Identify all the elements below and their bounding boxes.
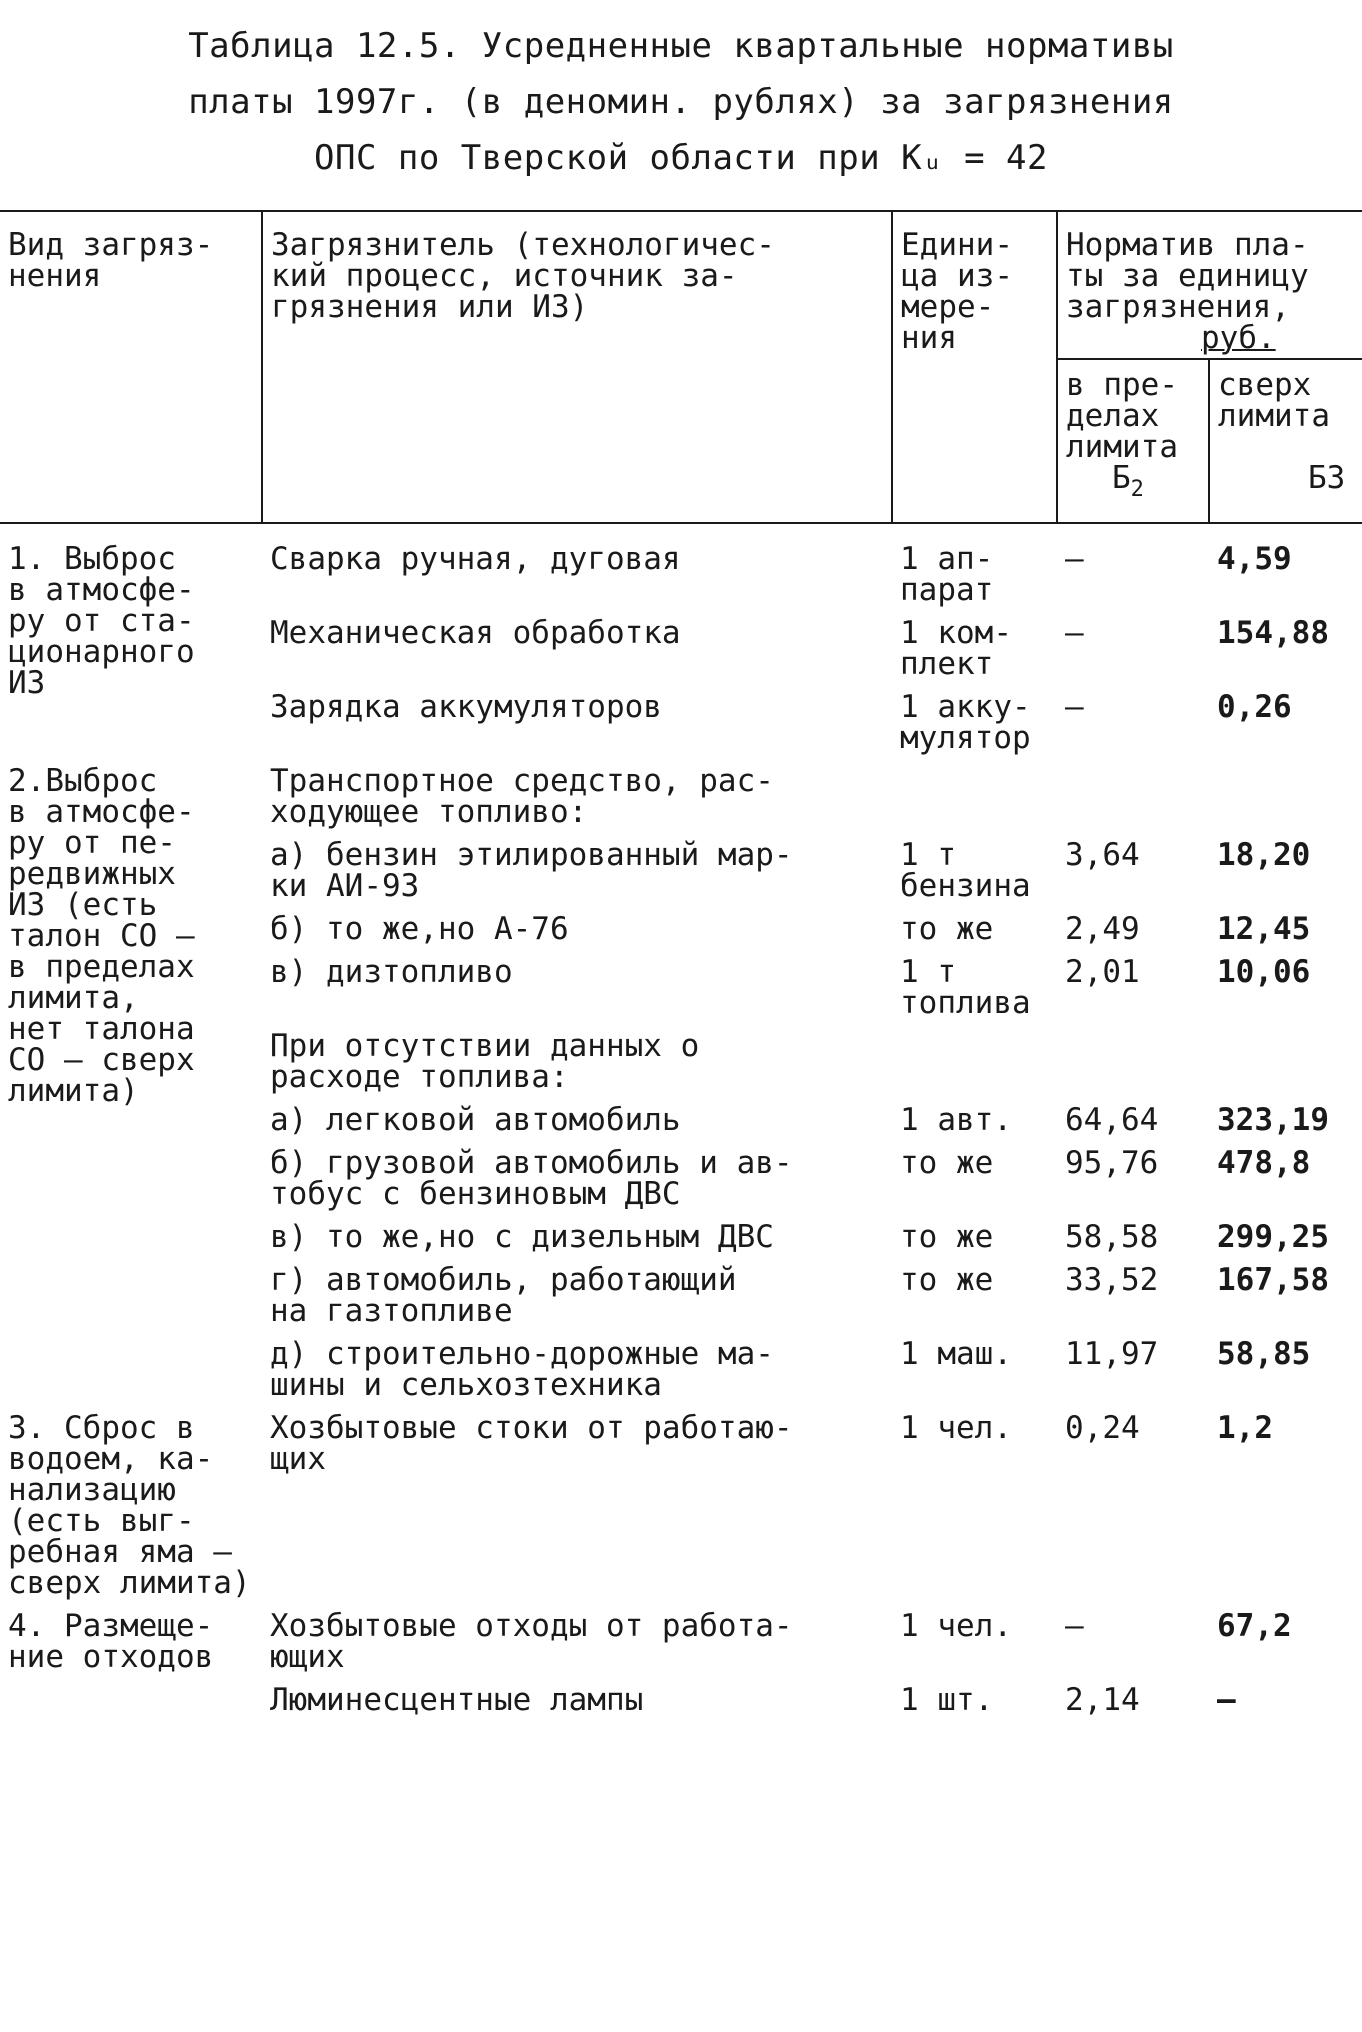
payment-norms-table bbox=[0, 210, 1362, 1722]
cell-over-limit: 10,06 bbox=[1217, 954, 1311, 990]
cell-over-limit: 154,88 bbox=[1217, 615, 1329, 651]
cell-pollution-type: 4. Размеще- ние отходов bbox=[8, 1608, 214, 1675]
header-unit: Едини- ца из- мере- ния bbox=[892, 211, 1057, 523]
cell-unit: 1 ком- плект bbox=[900, 615, 1012, 682]
table-row bbox=[0, 1605, 1362, 1679]
cell-within-limit bbox=[1057, 1025, 1209, 1099]
header-over-limit-symbol: Б3 bbox=[1308, 460, 1346, 496]
cell-pollutant: г) автомобиль, работающий на газтопливе bbox=[270, 1262, 737, 1329]
header-pollutant: Загрязнитель (технологичес- кий процесс, источник за- грязнения или ИЗ) bbox=[262, 211, 892, 523]
cell-pollutant: Хозбытовые стоки от работаю- щих bbox=[270, 1410, 793, 1477]
header-within-limit bbox=[1057, 359, 1209, 523]
header-norm-currency: руб. bbox=[1201, 320, 1276, 356]
cell-unit: 1 авт. bbox=[900, 1102, 1012, 1138]
cell-pollutant: Люминесцентные лампы bbox=[270, 1682, 644, 1718]
table-row bbox=[0, 760, 1362, 834]
cell-unit: 1 маш. bbox=[900, 1336, 1012, 1372]
header-over-limit-text: сверх лимита bbox=[1218, 367, 1330, 434]
table-body bbox=[0, 523, 1362, 1722]
cell-over-limit: – bbox=[1217, 1682, 1236, 1718]
cell-pollution-type: 1. Выброс в атмосфе- ру от ста- ционарного ИЗ bbox=[8, 541, 195, 701]
cell-within-limit: 2,01 bbox=[1065, 954, 1140, 990]
cell-within-limit: 0,24 bbox=[1065, 1410, 1140, 1446]
cell-pollutant: Хозбытовые отходы от работа- ющих bbox=[270, 1608, 793, 1675]
cell-within-limit: 33,52 bbox=[1065, 1262, 1159, 1298]
cell-within-limit: 2,14 bbox=[1065, 1682, 1140, 1718]
cell-pollutant: Сварка ручная, дуговая bbox=[270, 541, 681, 577]
header-norm bbox=[1057, 211, 1362, 359]
caption-line-2: платы 1997г. (в деномин. рублях) за загрязнения bbox=[188, 82, 1174, 122]
cell-within-limit: 64,64 bbox=[1065, 1102, 1159, 1138]
cell-unit: то же bbox=[900, 1145, 994, 1181]
cell-pollutant: б) то же,но А-76 bbox=[270, 911, 569, 947]
cell-over-limit: 478,8 bbox=[1217, 1145, 1311, 1181]
cell-within-limit bbox=[1057, 760, 1209, 834]
caption-line-3: ОПС по Тверской области при Кᵤ = 42 bbox=[314, 138, 1048, 178]
cell-pollutant: а) бензин этилированный мар- ки АИ-93 bbox=[270, 837, 793, 904]
cell-over-limit: 167,58 bbox=[1217, 1262, 1329, 1298]
cell-unit: то же bbox=[900, 911, 994, 947]
cell-within-limit: – bbox=[1065, 541, 1084, 577]
cell-unit: то же bbox=[900, 1219, 994, 1255]
cell-within-limit: – bbox=[1065, 1608, 1084, 1644]
cell-over-limit: 12,45 bbox=[1217, 911, 1311, 947]
cell-within-limit: – bbox=[1065, 689, 1084, 725]
cell-unit: 1 ап- парат bbox=[900, 541, 994, 608]
cell-within-limit: 2,49 bbox=[1065, 911, 1140, 947]
cell-within-limit: 11,97 bbox=[1065, 1336, 1159, 1372]
cell-over-limit: 0,26 bbox=[1217, 689, 1292, 725]
cell-unit: 1 т бензина bbox=[900, 837, 1031, 904]
cell-unit: 1 чел. bbox=[900, 1608, 1012, 1644]
cell-within-limit: 58,58 bbox=[1065, 1219, 1159, 1255]
table-row bbox=[0, 523, 1362, 612]
cell-over-limit: 1,2 bbox=[1217, 1410, 1273, 1446]
cell-pollutant: Зарядка аккумуляторов bbox=[270, 689, 662, 725]
cell-over-limit: 4,59 bbox=[1217, 541, 1292, 577]
cell-over-limit: 58,85 bbox=[1217, 1336, 1311, 1372]
cell-pollutant: б) грузовой автомобиль и ав- тобус с бензиновым ДВС bbox=[270, 1145, 793, 1212]
table-caption bbox=[0, 18, 1362, 186]
cell-unit: 1 акку- мулятор bbox=[900, 689, 1031, 756]
header-within-limit-symbol: Б bbox=[1112, 460, 1131, 496]
cell-over-limit bbox=[1209, 760, 1362, 834]
table-row bbox=[0, 1407, 1362, 1605]
cell-unit: 1 чел. bbox=[900, 1410, 1012, 1446]
cell-unit: 1 шт. bbox=[900, 1682, 994, 1718]
cell-pollutant: При отсутствии данных о расходе топлива: bbox=[270, 1028, 700, 1095]
cell-within-limit: 3,64 bbox=[1065, 837, 1140, 873]
cell-over-limit: 323,19 bbox=[1217, 1102, 1329, 1138]
cell-pollutant: в) то же,но с дизельным ДВС bbox=[270, 1219, 774, 1255]
header-pollution-type: Вид загряз- нения bbox=[0, 211, 262, 523]
cell-pollutant: а) легковой автомобиль bbox=[270, 1102, 681, 1138]
cell-over-limit: 67,2 bbox=[1217, 1608, 1292, 1644]
cell-within-limit: – bbox=[1065, 615, 1084, 651]
cell-over-limit: 299,25 bbox=[1217, 1219, 1329, 1255]
table-header bbox=[0, 211, 1362, 523]
cell-unit: 1 т топлива bbox=[900, 954, 1031, 1021]
cell-over-limit: 18,20 bbox=[1217, 837, 1311, 873]
cell-within-limit: 95,76 bbox=[1065, 1145, 1159, 1181]
header-within-limit-subscript: 2 bbox=[1130, 477, 1144, 502]
header-over-limit bbox=[1209, 359, 1362, 523]
cell-pollution-type: 2.Выброс в атмосфе- ру от пе- редвижных ИЗ (есть талон СО – в пределах лимита, нет талона СО – сверх лимита) bbox=[8, 763, 195, 1109]
cell-pollutant: в) дизтопливо bbox=[270, 954, 513, 990]
caption-line-1: Таблица 12.5. Усредненные квартальные нормативы bbox=[188, 26, 1174, 66]
header-norm-text: Норматив пла- ты за единицу загрязнения, bbox=[1066, 227, 1309, 325]
cell-pollutant: Механическая обработка bbox=[270, 615, 681, 651]
cell-unit: то же bbox=[900, 1262, 994, 1298]
cell-unit bbox=[892, 760, 1057, 834]
header-within-limit-text: в пре- делах лимита bbox=[1066, 367, 1178, 465]
cell-pollution-type: 3. Сброс в водоем, ка- нализацию (есть выг- ребная яма – сверх лимита) bbox=[8, 1410, 251, 1601]
cell-pollutant: Транспортное средство, рас- ходующее топливо: bbox=[270, 763, 774, 830]
cell-pollutant: д) строительно-дорожные ма- шины и сельхозтехника bbox=[270, 1336, 774, 1403]
cell-over-limit bbox=[1209, 1025, 1362, 1099]
cell-unit bbox=[892, 1025, 1057, 1099]
